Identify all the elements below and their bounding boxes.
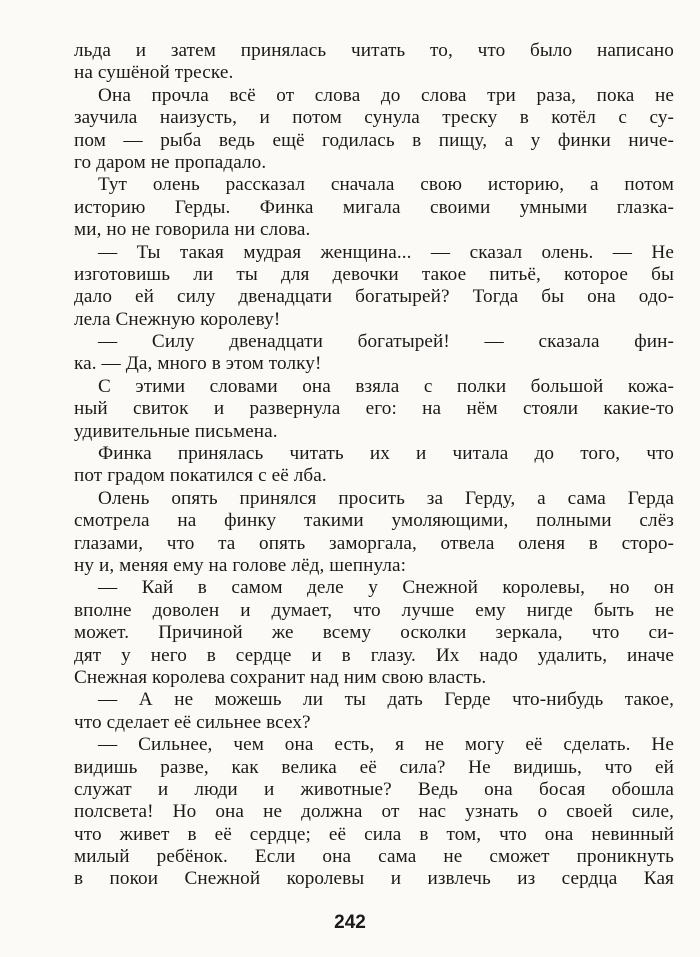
text-line: — Кай в самом деле у Снежной королевы, но он (98, 577, 674, 599)
text-line: — Сильнее, чем она есть, я не могу её сделать. Не (98, 734, 674, 756)
text-line: ми, но не говорила ни слова. (74, 219, 311, 241)
text-line: лела Снежную королеву! (74, 308, 281, 330)
text-line: полсвета! Но она не должна от нас узнать о своей силе, (74, 801, 674, 823)
text-line: пом — рыба ведь ещё годилась в пищу, а у финки ниче- (74, 129, 674, 151)
text-line: на сушёной треске. (74, 62, 234, 84)
text-line: служат и люди и животные? Ведь она босая обошла (74, 778, 674, 800)
text-line: ну и, меняя ему на голове лёд, шепнула: (74, 554, 407, 576)
text-line: — А не можешь ли ты дать Герде что-нибудь такое, (98, 689, 674, 711)
text-line: С этими словами она взяла с полки большой кожа- (98, 375, 674, 397)
text-line: ный свиток и развернула его: на нём стояли какие-то (74, 398, 674, 420)
text-line: — Ты такая мудрая женщина... — сказал олень. — Не (98, 241, 674, 263)
text-line: смотрела на финку такими умоляющими, полными слёз (74, 510, 674, 532)
text-line: Финка принялась читать их и читала до того, что (98, 443, 674, 465)
text-line: ка. — Да, много в этом толку! (74, 353, 322, 375)
text-line: Она прочла всё от слова до слова три раза, пока не (98, 84, 674, 106)
body-text (74, 40, 674, 891)
text-line: что живет в её сердце; её сила в том, что она невинный (74, 823, 674, 845)
page-number: 242 (334, 912, 366, 933)
text-line: милый ребёнок. Если она сама не сможет проникнуть (74, 846, 674, 868)
text-line: изготовишь ли ты для девочки такое питьё, которое бы (74, 263, 674, 285)
text-line: льда и затем принялась читать то, что было написано (74, 40, 674, 61)
text-line: глазами, что та опять заморгала, отвела оленя в сторо- (74, 532, 674, 554)
text-line: дят у него в сердце и в глазу. Их надо удалить, иначе (74, 644, 674, 666)
text-line: Снежная королева сохранит над ним свою власть. (74, 666, 487, 688)
text-line: пот градом покатился с её лба. (74, 465, 327, 487)
text-line: Тут олень рассказал сначала свою историю, а потом (98, 174, 674, 196)
text-line: что сделает её сильнее всех? (74, 711, 311, 733)
text-line: историю Герды. Финка мигала своими умными глазка- (74, 196, 674, 218)
text-line: — Силу двенадцати богатырей! — сказала фин- (98, 331, 674, 353)
text-line: может. Причиной же всему осколки зеркала, что си- (74, 622, 674, 644)
text-line: в покои Снежной королевы и извлечь из сердца Кая (74, 868, 674, 890)
text-line: удивительные письмена. (74, 420, 278, 442)
text-line: вполне доволен и думает, что лучше ему нигде быть не (74, 599, 674, 621)
text-line: Олень опять принялся просить за Герду, а сама Герда (98, 487, 674, 509)
text-line: дало ей силу двенадцати богатырей? Тогда бы она одо- (74, 286, 674, 308)
text-line: заучила наизусть, и потом сунула треску в котёл с су- (74, 107, 674, 129)
text-line: го даром не пропадало. (74, 151, 267, 173)
text-line: видишь разве, как велика её сила? Не видишь, что ей (74, 756, 674, 778)
